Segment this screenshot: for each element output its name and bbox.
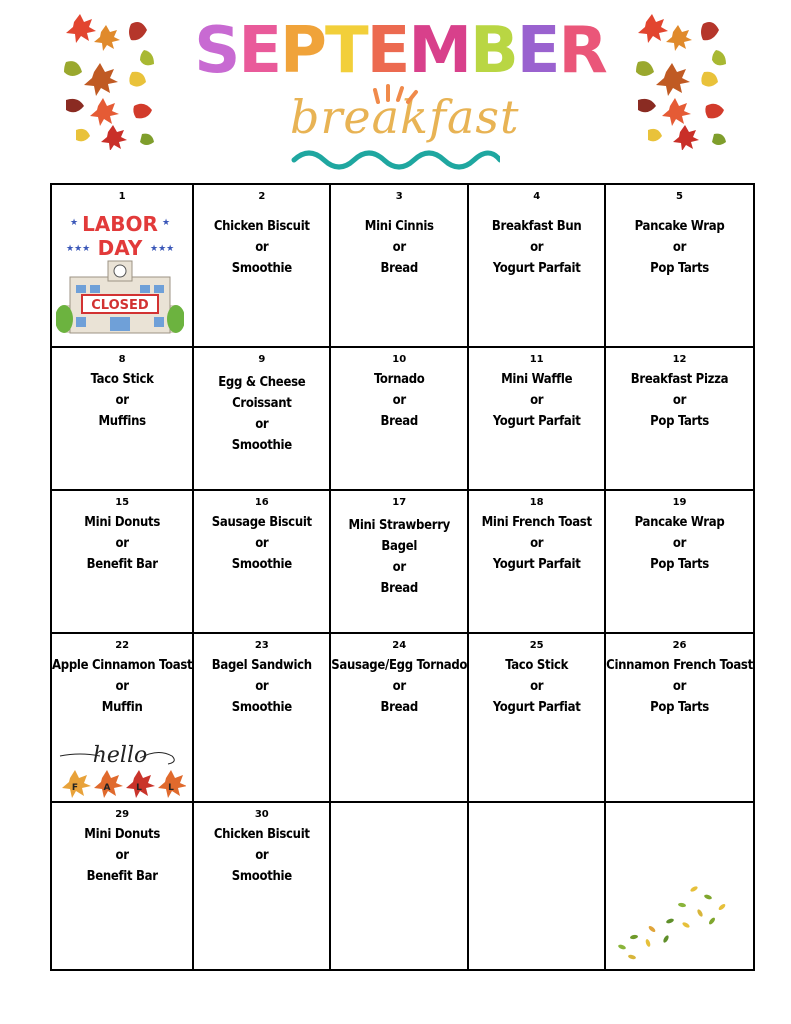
meal-options: [194, 216, 329, 279]
meal-item: Smoothie: [231, 869, 292, 884]
meal-options: [331, 655, 467, 718]
calendar-week-row: [51, 633, 754, 802]
day-number: 19: [672, 497, 687, 508]
or-separator: or: [530, 240, 544, 255]
subtitle-block: [290, 84, 520, 179]
meal-item: Breakfast Pizza: [630, 372, 729, 387]
day-number: 16: [254, 497, 269, 508]
svg-text:★★★: ★★★: [150, 244, 175, 254]
day-number: 3: [395, 191, 403, 202]
meal-item: Chicken Biscuit: [213, 219, 310, 234]
closed-sign: CLOSED: [91, 298, 149, 313]
sparkle-icon: [368, 82, 428, 104]
calendar-day-cell: [468, 802, 605, 970]
or-separator: or: [530, 393, 544, 408]
or-separator: or: [672, 679, 687, 694]
meal-options: [331, 515, 467, 599]
meal-options: [52, 824, 192, 887]
or-separator: or: [392, 679, 406, 694]
calendar-day-cell: [468, 490, 605, 633]
or-separator: or: [392, 240, 406, 255]
day-number: 26: [672, 640, 687, 651]
meal-item: Yogurt Parfait: [492, 414, 581, 429]
meal-options: [469, 655, 604, 718]
or-separator: or: [115, 536, 129, 551]
day-number: 9: [258, 354, 266, 365]
calendar-day-cell: [605, 184, 754, 347]
fall-letter: L: [168, 783, 174, 793]
meal-item: Benefit Bar: [86, 557, 158, 572]
labor-day-line2: DAY: [97, 236, 143, 260]
or-separator: or: [255, 417, 269, 432]
labor-day-closed-building-icon: [56, 205, 184, 335]
meal-item: Cinnamon French Toast: [606, 658, 753, 673]
meal-item: Bagel Sandwich: [211, 658, 312, 673]
meal-item: Sausage/Egg Tornado: [331, 658, 468, 673]
day-number: [606, 809, 753, 823]
calendar-day-cell: [51, 184, 193, 347]
or-separator: or: [392, 560, 406, 575]
day-number: 22: [115, 640, 130, 651]
day-number: 23: [254, 640, 269, 651]
calendar-day-cell: [330, 490, 468, 633]
meal-item: Tornado: [373, 372, 425, 387]
meal-item: Taco Stick: [505, 658, 569, 673]
meal-item: Pop Tarts: [650, 557, 709, 572]
calendar-day-cell: [605, 347, 754, 490]
calendar-day-cell: [605, 633, 754, 802]
or-separator: or: [672, 240, 687, 255]
meal-options: [194, 655, 329, 718]
day-number: 18: [529, 497, 544, 508]
meal-options: [606, 655, 753, 718]
or-separator: or: [392, 393, 406, 408]
day-number: 5: [676, 191, 684, 202]
meal-item: Smoothie: [231, 261, 292, 276]
day-number: 10: [392, 354, 407, 365]
svg-text:★: ★: [70, 218, 79, 228]
meal-item: Egg & Cheese: [218, 375, 306, 390]
meal-item: Mini French Toast: [481, 515, 592, 530]
calendar-day-cell: [193, 347, 330, 490]
meal-options: [52, 512, 192, 575]
day-number: 8: [118, 354, 126, 365]
calendar-day-cell: [51, 490, 193, 633]
meal-item: Yogurt Parfait: [492, 261, 581, 276]
meal-item: Smoothie: [231, 700, 292, 715]
calendar-week-row: [51, 347, 754, 490]
calendar-day-cell: [330, 633, 468, 802]
meal-item: Bread: [380, 261, 418, 276]
fall-letter: L: [136, 783, 142, 793]
calendar-day-cell: [193, 633, 330, 802]
title-letter: M: [408, 14, 470, 88]
meal-options: [331, 369, 467, 432]
meal-item: Pancake Wrap: [634, 515, 725, 530]
title-letter: E: [238, 14, 281, 88]
meal-item: Mini Donuts: [84, 827, 160, 842]
meal-item: Croissant: [232, 396, 292, 411]
meal-item: Sausage Biscuit: [211, 515, 312, 530]
calendar-day-cell: [51, 633, 193, 802]
day-number: 11: [529, 354, 544, 365]
autumn-leaves-icon: [628, 10, 738, 150]
calendar-day-cell: [605, 802, 754, 970]
meal-item: Bagel: [381, 539, 418, 554]
meal-options: [52, 655, 192, 718]
meal-item: Smoothie: [231, 438, 292, 453]
meal-item: Muffins: [98, 414, 146, 429]
calendar-week-row: [51, 802, 754, 970]
meal-item: Pop Tarts: [650, 414, 709, 429]
meal-item: Mini Cinnis: [364, 219, 434, 234]
meal-item: Muffin: [101, 700, 143, 715]
calendar-day-cell: [51, 347, 193, 490]
meal-item: Pancake Wrap: [634, 219, 725, 234]
or-separator: or: [255, 240, 269, 255]
or-separator: or: [115, 848, 129, 863]
autumn-leaves-icon: [56, 10, 166, 150]
calendar-day-cell: [468, 633, 605, 802]
fall-letter: F: [71, 783, 79, 793]
meal-item: Bread: [380, 414, 418, 429]
meal-item: Apple Cinnamon Toast: [52, 658, 193, 673]
meal-item: Yogurt Parfiat: [492, 700, 581, 715]
meal-item: Pop Tarts: [650, 261, 709, 276]
calendar-week-row: [51, 490, 754, 633]
title-letter: E: [366, 14, 409, 88]
day-number: 1: [118, 191, 126, 202]
day-number: [469, 809, 604, 823]
day-number: 4: [533, 191, 541, 202]
meal-item: Mini Waffle: [501, 372, 573, 387]
or-separator: or: [255, 536, 269, 551]
day-number: 17: [392, 497, 407, 508]
calendar-day-cell: [51, 802, 193, 970]
breakfast-calendar: [50, 183, 755, 971]
or-separator: or: [530, 679, 544, 694]
meal-options: [606, 512, 753, 575]
meal-options: [194, 824, 329, 887]
or-separator: or: [530, 536, 544, 551]
blowing-leaves-icon: [612, 881, 738, 965]
day-number: 29: [115, 809, 130, 820]
title-letter: T: [324, 14, 367, 88]
day-number: 30: [254, 809, 269, 820]
meal-item: Mini Strawberry: [348, 518, 450, 533]
title-letter: E: [516, 14, 559, 88]
title-letter: R: [558, 14, 606, 88]
meal-item: Benefit Bar: [86, 869, 158, 884]
or-separator: or: [672, 536, 687, 551]
title-letter: B: [470, 14, 517, 88]
meal-item: Mini Donuts: [84, 515, 160, 530]
calendar-day-cell: [330, 802, 468, 970]
calendar-day-cell: [605, 490, 754, 633]
meal-options: [606, 216, 753, 279]
meal-options: [194, 372, 329, 456]
menu-header: [0, 0, 791, 183]
meal-item: Smoothie: [231, 557, 292, 572]
day-number: 12: [672, 354, 687, 365]
meal-options: [469, 216, 604, 279]
calendar-day-cell: [468, 184, 605, 347]
or-separator: or: [672, 393, 687, 408]
meal-item: Bread: [380, 581, 418, 596]
title-letter: P: [280, 14, 325, 88]
meal-item: Bread: [380, 700, 418, 715]
fall-letter: A: [103, 783, 111, 793]
or-separator: or: [115, 393, 129, 408]
day-number: 25: [529, 640, 544, 651]
calendar-day-cell: [193, 490, 330, 633]
calendar-day-cell: [468, 347, 605, 490]
meal-item: Pop Tarts: [650, 700, 709, 715]
meal-options: [52, 369, 192, 432]
svg-text:★: ★: [162, 218, 171, 228]
meal-item: Yogurt Parfait: [492, 557, 581, 572]
meal-item: Taco Stick: [90, 372, 154, 387]
calendar-day-cell: [330, 184, 468, 347]
calendar-day-cell: [330, 347, 468, 490]
meal-item: Breakfast Bun: [491, 219, 582, 234]
meal-item: Chicken Biscuit: [213, 827, 310, 842]
meal-options: [469, 512, 604, 575]
day-number: 15: [115, 497, 130, 508]
or-separator: or: [255, 848, 269, 863]
or-separator: or: [115, 679, 129, 694]
wave-decoration: [290, 144, 500, 174]
or-separator: or: [255, 679, 269, 694]
svg-text:★★★: ★★★: [66, 244, 91, 254]
hello-script: hello: [92, 743, 148, 768]
day-number: [331, 809, 467, 823]
labor-day-line1: LABOR: [82, 212, 158, 236]
hello-fall-leaves-icon: [56, 738, 186, 802]
day-number: 24: [392, 640, 407, 651]
calendar-day-cell: [193, 802, 330, 970]
title-letter: S: [194, 14, 239, 88]
calendar-week-row: [51, 184, 754, 347]
meal-options: [331, 216, 467, 279]
meal-options: [194, 512, 329, 575]
day-number: 2: [258, 191, 266, 202]
meal-options: [469, 369, 604, 432]
calendar-day-cell: [193, 184, 330, 347]
page-subtitle: breakfast: [290, 90, 520, 144]
meal-options: [606, 369, 753, 432]
